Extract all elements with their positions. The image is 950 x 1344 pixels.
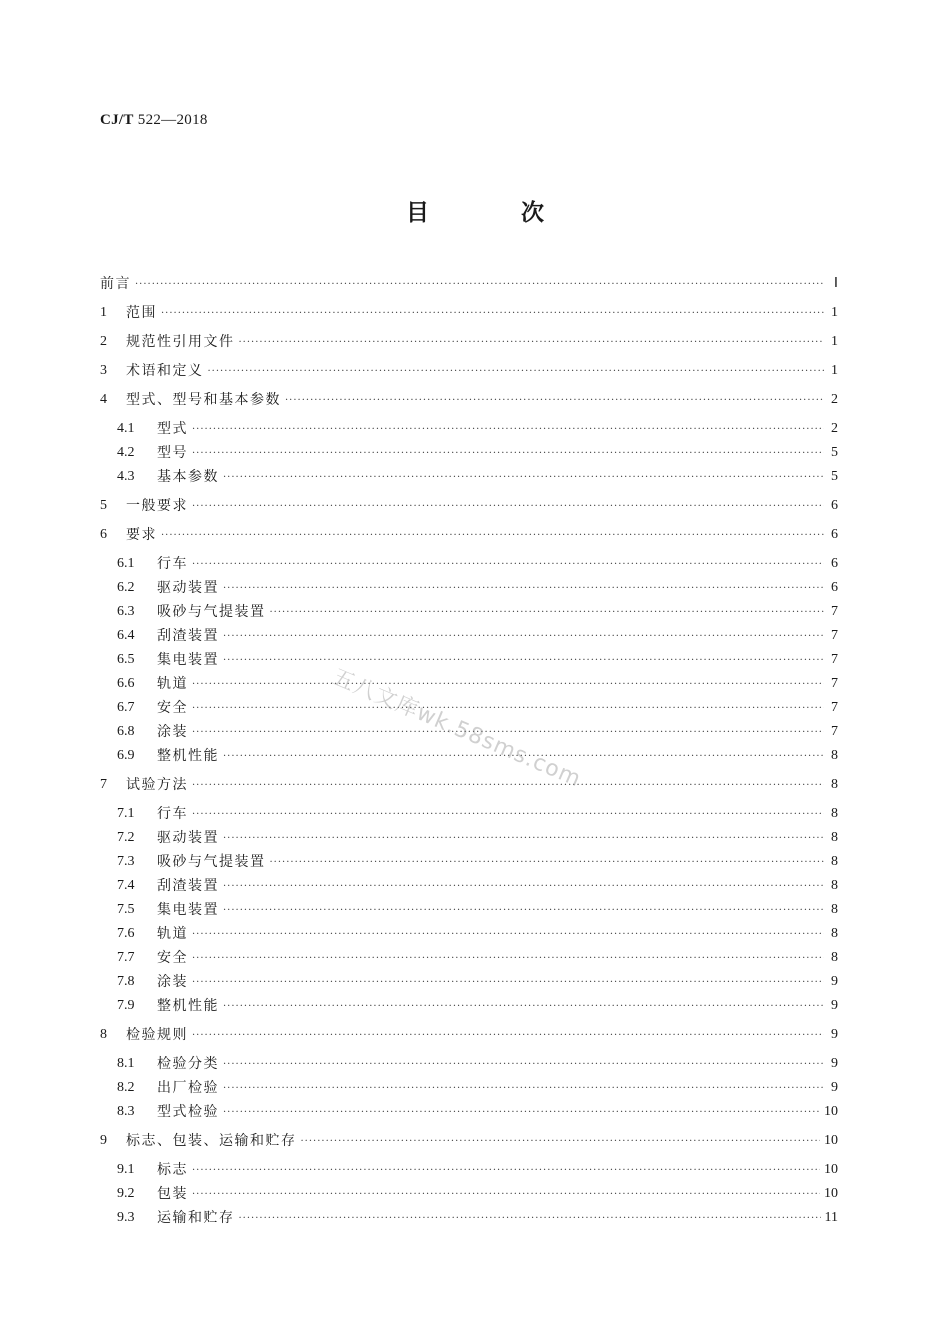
toc-entry-label: 前言 [100, 276, 131, 292]
toc-entry[interactable] [100, 774, 838, 796]
toc-entry-number: 4.3 [117, 469, 135, 484]
toc-entry-number: 8.3 [117, 1104, 135, 1119]
toc-entry-label: 出厂检验 [157, 1080, 219, 1096]
document-code-number: 522—2018 [137, 112, 208, 128]
toc-entry-label: 要求 [126, 527, 157, 543]
toc-leader-dots [239, 1209, 821, 1229]
toc-entry-page: 10 [824, 1186, 838, 1201]
toc-entry-label: 刮渣装置 [157, 628, 219, 644]
toc-leader-dots [301, 1132, 821, 1152]
toc-leader-dots [192, 1185, 820, 1205]
toc-entry-number: 4.1 [117, 421, 135, 436]
toc-entry-label: 刮渣装置 [157, 878, 219, 894]
toc-entry-number: 6 [100, 527, 107, 542]
toc-entry-page: 7 [831, 724, 838, 739]
toc-entry-page: 9 [831, 998, 838, 1013]
toc-entry[interactable] [100, 851, 838, 873]
toc-entry-number: 7.3 [117, 854, 135, 869]
toc-entry-page: 10 [824, 1133, 838, 1148]
toc-entry-label: 驱动装置 [157, 580, 219, 596]
toc-entry[interactable] [100, 947, 838, 969]
toc-entry-number: 7.9 [117, 998, 135, 1013]
toc-entry[interactable] [100, 649, 838, 671]
toc-entry-label: 行车 [157, 556, 188, 572]
toc-leader-dots [192, 973, 824, 993]
toc-entry-number: 3 [100, 363, 107, 378]
toc-leader-dots [285, 391, 824, 411]
toc-entry-number: 6.2 [117, 580, 135, 595]
toc-entry[interactable] [100, 1024, 838, 1046]
toc-entry-label: 运输和贮存 [157, 1210, 235, 1226]
toc-leader-dots [239, 333, 825, 353]
toc-leader-dots [208, 362, 825, 382]
toc-entry-page: 7 [831, 652, 838, 667]
toc-entry-label: 型号 [157, 445, 188, 461]
toc-entry-label: 整机性能 [157, 748, 219, 764]
toc-entry[interactable] [100, 553, 838, 575]
toc-entry[interactable] [100, 827, 838, 849]
toc-leader-dots [161, 526, 824, 546]
toc-entry-number: 4 [100, 392, 107, 407]
toc-entry-label: 型式检验 [157, 1104, 219, 1120]
toc-entry-label: 整机性能 [157, 998, 219, 1014]
toc-entry-label: 范围 [126, 305, 157, 321]
toc-entry[interactable] [100, 875, 838, 897]
toc-entry-page: 9 [831, 1080, 838, 1095]
toc-entry-label: 驱动装置 [157, 830, 219, 846]
toc-leader-dots [192, 776, 824, 796]
toc-leader-dots [192, 925, 824, 945]
toc-leader-dots [223, 1103, 820, 1123]
toc-entry-label: 检验分类 [157, 1056, 219, 1072]
toc-entry[interactable] [100, 803, 838, 825]
toc-leader-dots [192, 675, 824, 695]
toc-leader-dots [223, 877, 824, 897]
toc-entry[interactable] [100, 273, 838, 295]
toc-entry-label: 基本参数 [157, 469, 219, 485]
toc-entry-number: 7.4 [117, 878, 135, 893]
toc-entry[interactable] [100, 625, 838, 647]
toc-entry-page: 8 [831, 806, 838, 821]
toc-entry-page: 8 [831, 854, 838, 869]
toc-entry-page: 7 [831, 628, 838, 643]
toc-entry-label: 集电装置 [157, 902, 219, 918]
toc-leader-dots [223, 829, 824, 849]
toc-entry-page: 8 [831, 950, 838, 965]
toc-entry-number: 6.7 [117, 700, 135, 715]
toc-entry[interactable] [100, 331, 838, 353]
toc-entry-page: 10 [824, 1104, 838, 1119]
toc-entry[interactable] [100, 1207, 838, 1229]
toc-entry[interactable] [100, 360, 838, 382]
toc-entry-page: 8 [831, 926, 838, 941]
toc-entry[interactable] [100, 601, 838, 623]
toc-entry[interactable] [100, 1159, 838, 1181]
toc-entry-number: 7.7 [117, 950, 135, 965]
toc-leader-dots [192, 555, 824, 575]
toc-entry[interactable] [100, 1183, 838, 1205]
toc-entry-number: 7.2 [117, 830, 135, 845]
toc-entry-number: 9.1 [117, 1162, 135, 1177]
toc-leader-dots [192, 1161, 820, 1181]
toc-leader-dots [192, 420, 824, 440]
watermark: 五八文库wk.58sms.com [328, 664, 585, 793]
toc-title: 目 次 [405, 200, 586, 226]
toc-entry-page: 8 [831, 902, 838, 917]
toc-entry[interactable] [100, 577, 838, 599]
toc-entry[interactable] [100, 302, 838, 324]
toc-entry-label: 标志、包装、运输和贮存 [126, 1133, 297, 1149]
toc-entry-label: 涂装 [157, 724, 188, 740]
toc-leader-dots [192, 1026, 824, 1046]
toc-entry-label: 轨道 [157, 676, 188, 692]
toc-entry-label: 行车 [157, 806, 188, 822]
toc-entry-label: 规范性引用文件 [126, 334, 235, 350]
document-code-prefix: CJ/T [100, 112, 134, 128]
toc-entry[interactable] [100, 495, 838, 517]
toc-entry-page: 1 [831, 334, 838, 349]
toc-entry-page: 6 [831, 580, 838, 595]
toc-leader-dots [223, 901, 824, 921]
toc-entry-label: 一般要求 [126, 498, 188, 514]
toc-entry-number: 6.3 [117, 604, 135, 619]
toc-entry[interactable] [100, 524, 838, 546]
toc-entry-page: 9 [831, 974, 838, 989]
toc-entry-label: 试验方法 [126, 777, 188, 793]
toc-leader-dots [270, 853, 825, 873]
toc-entry-number: 6.8 [117, 724, 135, 739]
toc-entry-page: 1 [831, 363, 838, 378]
toc-entry-number: 6.9 [117, 748, 135, 763]
toc-entry-number: 7.8 [117, 974, 135, 989]
toc-leader-dots [192, 699, 824, 719]
toc-entry-number: 6.5 [117, 652, 135, 667]
toc-leader-dots [161, 304, 824, 324]
toc-entry-label: 涂装 [157, 974, 188, 990]
toc-entry-number: 9 [100, 1133, 107, 1148]
toc-entry-page: 8 [831, 777, 838, 792]
toc-entry-page: 6 [831, 498, 838, 513]
toc-entry-number: 5 [100, 498, 107, 513]
toc-entry-number: 4.2 [117, 445, 135, 460]
toc-entry-number: 6.6 [117, 676, 135, 691]
toc-entry[interactable] [100, 418, 838, 440]
toc-entry-label: 检验规则 [126, 1027, 188, 1043]
toc-entry-label: 吸砂与气提装置 [157, 604, 266, 620]
toc-entry-page: 9 [831, 1027, 838, 1042]
toc-entry-label: 集电装置 [157, 652, 219, 668]
toc-entry-number: 7 [100, 777, 107, 792]
toc-entry-number: 1 [100, 305, 107, 320]
toc-leader-dots [192, 805, 824, 825]
toc-entry-number: 8 [100, 1027, 107, 1042]
toc-entry-label: 型式 [157, 421, 188, 437]
toc-leader-dots [223, 627, 824, 647]
toc-entry[interactable] [100, 1077, 838, 1099]
toc-entry-page: 8 [831, 748, 838, 763]
toc-leader-dots [270, 603, 825, 623]
toc-entry-page: 7 [831, 700, 838, 715]
toc-entry-page: 10 [824, 1162, 838, 1177]
toc-leader-dots [192, 497, 824, 517]
toc-entry-number: 7.5 [117, 902, 135, 917]
toc-entry-page: 6 [831, 527, 838, 542]
toc-entry-number: 6.4 [117, 628, 135, 643]
toc-entry-page: 5 [831, 445, 838, 460]
toc-entry[interactable] [100, 923, 838, 945]
toc-leader-dots [223, 468, 824, 488]
toc-entry[interactable] [100, 1101, 838, 1123]
toc-leader-dots [192, 444, 824, 464]
toc-entry-page: 2 [831, 421, 838, 436]
toc-entry-label: 型式、型号和基本参数 [126, 392, 281, 408]
toc-entry-label: 安全 [157, 700, 188, 716]
toc-leader-dots [223, 1079, 824, 1099]
toc-entry-page: 11 [824, 1210, 838, 1225]
toc-entry-page: 1 [831, 305, 838, 320]
toc-leader-dots [223, 579, 824, 599]
toc-entry[interactable] [100, 389, 838, 411]
toc-leader-dots [223, 651, 824, 671]
toc-entry-page: 5 [831, 469, 838, 484]
toc-leader-dots [192, 949, 824, 969]
toc-entry-number: 6.1 [117, 556, 135, 571]
toc-entry-page: 8 [831, 878, 838, 893]
toc-entry[interactable] [100, 442, 838, 464]
toc-leader-dots [223, 1055, 824, 1075]
toc-entry-label: 吸砂与气提装置 [157, 854, 266, 870]
toc-entry[interactable] [100, 995, 838, 1017]
toc-entry-label: 轨道 [157, 926, 188, 942]
toc-entry-number: 9.2 [117, 1186, 135, 1201]
toc-entry-page: 7 [831, 604, 838, 619]
toc-entry[interactable] [100, 1130, 838, 1152]
toc-entry-number: 7.1 [117, 806, 135, 821]
toc-entry[interactable] [100, 466, 838, 488]
toc-entry-number: 2 [100, 334, 107, 349]
toc-leader-dots [223, 997, 824, 1017]
toc-entry-number: 9.3 [117, 1210, 135, 1225]
toc-entry-label: 安全 [157, 950, 188, 966]
toc-entry-number: 7.6 [117, 926, 135, 941]
toc-entry[interactable] [100, 899, 838, 921]
toc-entry-label: 标志 [157, 1162, 188, 1178]
toc-entry-label: 包装 [157, 1186, 188, 1202]
toc-entry-label: 术语和定义 [126, 363, 204, 379]
toc-entry-page: 2 [831, 392, 838, 407]
toc-entry-page: 8 [831, 830, 838, 845]
toc-entry[interactable] [100, 673, 838, 695]
toc-entry-page: 7 [831, 676, 838, 691]
toc-leader-dots [135, 275, 824, 295]
toc-entry-page: Ⅰ [833, 276, 838, 291]
toc-entry[interactable] [100, 1053, 838, 1075]
toc-entry[interactable] [100, 971, 838, 993]
toc-entry-number: 8.2 [117, 1080, 135, 1095]
toc-entry-page: 9 [831, 1056, 838, 1071]
toc-entry-page: 6 [831, 556, 838, 571]
toc-entry-number: 8.1 [117, 1056, 135, 1071]
